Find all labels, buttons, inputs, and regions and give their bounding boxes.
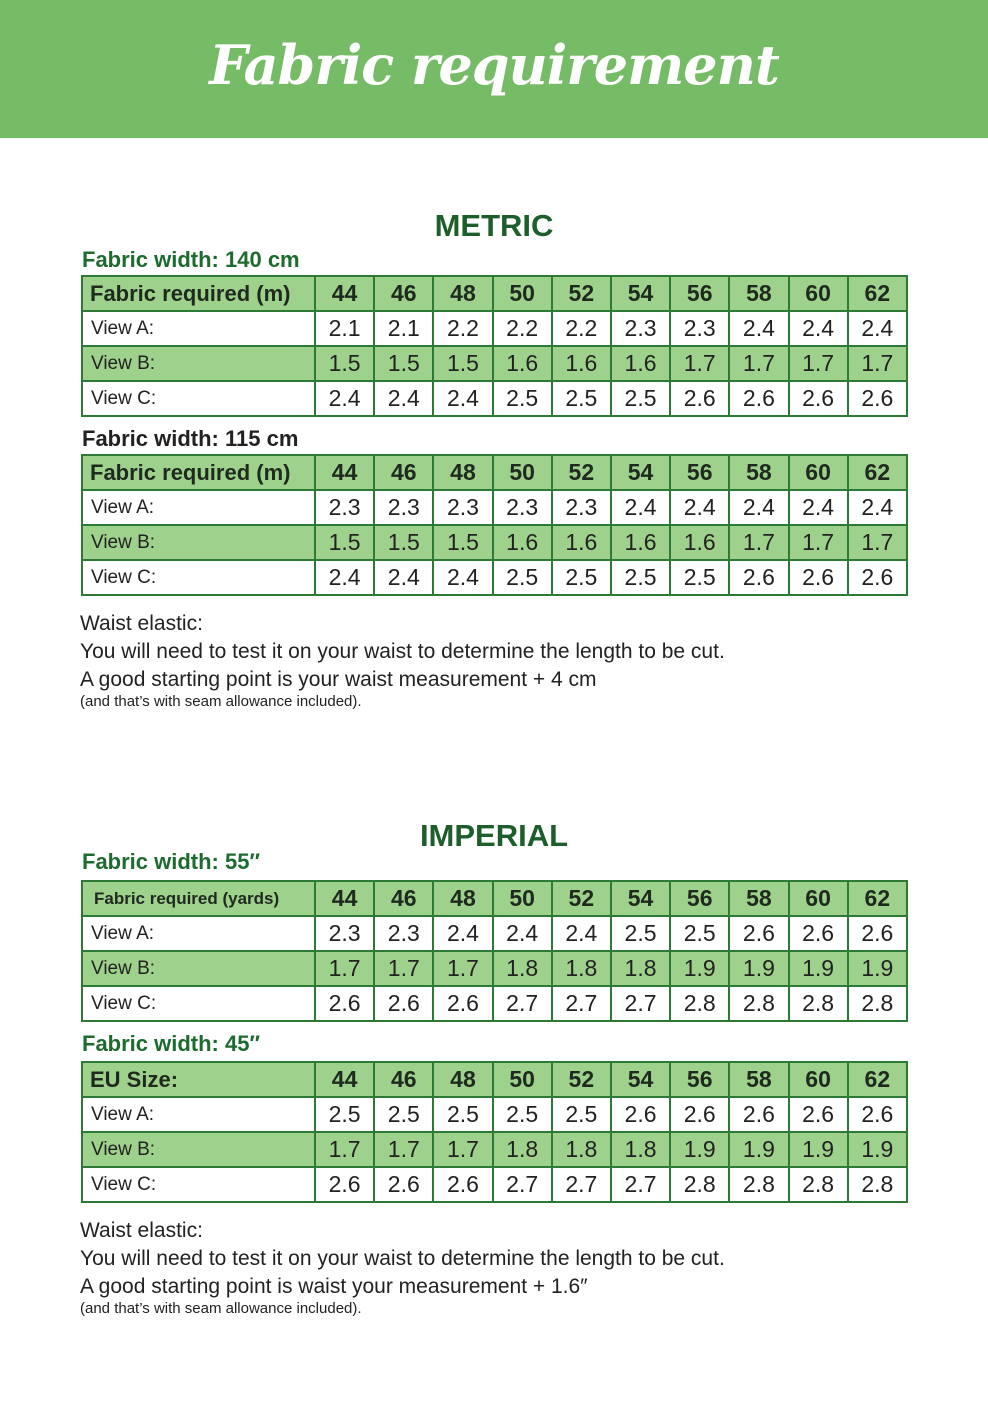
table-cell: 2.4 (374, 381, 433, 416)
table-cell: 1.8 (552, 951, 611, 986)
table-cell: 2.4 (789, 490, 848, 525)
size-header: 46 (374, 1062, 433, 1097)
table-cell: 2.7 (611, 986, 670, 1021)
table-row (82, 560, 907, 595)
table-cell: 1.5 (433, 346, 492, 381)
table-cell: 2.8 (789, 1167, 848, 1202)
note-small: (and that’s with seam allowance included). (80, 1300, 362, 1317)
note-line: You will need to test it on your waist to determine the length to be cut. (80, 1247, 725, 1270)
size-header: 50 (493, 276, 552, 311)
table-cell: 2.4 (848, 490, 907, 525)
size-header: 44 (315, 881, 374, 916)
size-header: 54 (611, 455, 670, 490)
row-label: View B: (82, 346, 315, 381)
table-cell: 2.4 (729, 311, 788, 346)
metric-width-label-2: Fabric width: 115 cm (82, 426, 299, 451)
metric-table-140 (81, 275, 908, 417)
size-header: 44 (315, 1062, 374, 1097)
table-cell: 2.6 (848, 1097, 907, 1132)
row-label: View A: (82, 916, 315, 951)
size-header: 62 (848, 455, 907, 490)
table-row (82, 1097, 907, 1132)
imperial-width-label-1: Fabric width: 55″ (82, 849, 261, 874)
table-cell: 2.4 (611, 490, 670, 525)
size-header: 44 (315, 276, 374, 311)
size-header: 58 (729, 455, 788, 490)
table-cell: 1.7 (315, 1132, 374, 1167)
size-header: 60 (789, 455, 848, 490)
table-cell: 2.3 (433, 490, 492, 525)
table-cell: 2.4 (433, 560, 492, 595)
table-cell: 1.7 (848, 346, 907, 381)
metric-width-label-1: Fabric width: 140 cm (82, 247, 300, 272)
table-cell: 1.7 (729, 525, 788, 560)
size-header: 48 (433, 881, 492, 916)
table-cell: 2.3 (670, 311, 729, 346)
size-header: 48 (433, 276, 492, 311)
table-cell: 2.4 (433, 916, 492, 951)
table-cell: 1.6 (552, 525, 611, 560)
note-line: You will need to test it on your waist to determine the length to be cut. (80, 640, 725, 663)
table-cell: 2.4 (374, 560, 433, 595)
table-cell: 2.4 (433, 381, 492, 416)
table-row (82, 1132, 907, 1167)
table-cell: 2.5 (493, 1097, 552, 1132)
table-cell: 2.5 (374, 1097, 433, 1132)
table-cell: 2.8 (789, 986, 848, 1021)
table-cell: 2.7 (493, 1167, 552, 1202)
table-cell: 2.5 (670, 560, 729, 595)
table-header-row (82, 276, 907, 311)
table-row (82, 916, 907, 951)
table-cell: 1.9 (670, 951, 729, 986)
size-header: 58 (729, 881, 788, 916)
size-header: 50 (493, 881, 552, 916)
table-cell: 2.6 (374, 1167, 433, 1202)
table-cell: 1.5 (315, 346, 374, 381)
table-row (82, 1167, 907, 1202)
table-cell: 1.7 (315, 951, 374, 986)
page-title: Fabric requirement (209, 33, 779, 97)
table-cell: 1.6 (493, 346, 552, 381)
table-cell: 2.8 (670, 986, 729, 1021)
row-label: View C: (82, 986, 315, 1021)
size-header: 50 (493, 1062, 552, 1097)
table-cell: 2.8 (848, 986, 907, 1021)
table-cell: 2.6 (848, 916, 907, 951)
table-cell: 1.6 (670, 525, 729, 560)
size-header: 52 (552, 1062, 611, 1097)
size-header: 60 (789, 276, 848, 311)
size-header: 50 (493, 455, 552, 490)
header-label: Fabric required (m) (82, 276, 315, 311)
table-cell: 1.5 (374, 525, 433, 560)
table-cell: 2.3 (493, 490, 552, 525)
note-heading: Waist elastic: (80, 612, 203, 635)
row-label: View C: (82, 560, 315, 595)
table-cell: 1.9 (848, 951, 907, 986)
table-cell: 1.9 (789, 951, 848, 986)
size-header: 54 (611, 276, 670, 311)
table-row (82, 951, 907, 986)
table-cell: 2.5 (670, 916, 729, 951)
table-cell: 2.5 (433, 1097, 492, 1132)
size-header: 48 (433, 1062, 492, 1097)
size-header: 58 (729, 1062, 788, 1097)
table-cell: 2.3 (374, 916, 433, 951)
table-row (82, 346, 907, 381)
table-cell: 2.3 (552, 490, 611, 525)
table-cell: 2.8 (729, 986, 788, 1021)
table-cell: 2.8 (729, 1167, 788, 1202)
table-cell: 1.7 (729, 346, 788, 381)
size-header: 46 (374, 276, 433, 311)
size-header: 52 (552, 455, 611, 490)
metric-heading: METRIC (434, 208, 554, 243)
table-cell: 1.9 (670, 1132, 729, 1167)
table-cell: 2.5 (552, 560, 611, 595)
table-cell: 2.4 (552, 916, 611, 951)
table-cell: 2.5 (611, 916, 670, 951)
table-cell: 2.2 (552, 311, 611, 346)
table-cell: 2.6 (789, 1097, 848, 1132)
table-cell: 1.9 (848, 1132, 907, 1167)
header-label: Fabric required (yards) (82, 881, 315, 916)
row-label: View B: (82, 525, 315, 560)
table-cell: 2.6 (433, 1167, 492, 1202)
table-cell: 2.6 (789, 560, 848, 595)
table-cell: 2.5 (493, 560, 552, 595)
page-header (0, 0, 988, 138)
table-cell: 2.3 (374, 490, 433, 525)
table-cell: 2.6 (611, 1097, 670, 1132)
table-cell: 2.7 (611, 1167, 670, 1202)
table-cell: 1.5 (433, 525, 492, 560)
table-cell: 2.4 (315, 381, 374, 416)
table-cell: 2.1 (374, 311, 433, 346)
table-cell: 2.5 (611, 560, 670, 595)
table-cell: 2.3 (611, 311, 670, 346)
row-label: View C: (82, 381, 315, 416)
row-label: View B: (82, 951, 315, 986)
table-cell: 2.1 (315, 311, 374, 346)
table-cell: 2.6 (670, 1097, 729, 1132)
size-header: 52 (552, 276, 611, 311)
table-cell: 2.8 (670, 1167, 729, 1202)
table-cell: 2.3 (315, 490, 374, 525)
table-cell: 2.6 (729, 381, 788, 416)
note-line: A good starting point is your waist measurement + 4 cm (80, 668, 597, 691)
size-header: 46 (374, 881, 433, 916)
table-cell: 2.5 (552, 381, 611, 416)
table-cell: 2.6 (670, 381, 729, 416)
size-header: 62 (848, 1062, 907, 1097)
size-header: 56 (670, 455, 729, 490)
table-cell: 2.6 (315, 1167, 374, 1202)
row-label: View A: (82, 1097, 315, 1132)
table-cell: 2.4 (493, 916, 552, 951)
note-line: A good starting point is waist your measurement + 1.6″ (80, 1275, 588, 1298)
table-cell: 2.4 (670, 490, 729, 525)
table-cell: 2.6 (848, 381, 907, 416)
size-header: 56 (670, 881, 729, 916)
table-cell: 2.7 (552, 986, 611, 1021)
metric-section (0, 207, 988, 710)
table-cell: 2.5 (552, 1097, 611, 1132)
table-cell: 1.5 (315, 525, 374, 560)
note-heading: Waist elastic: (80, 1219, 203, 1242)
table-cell: 1.7 (433, 1132, 492, 1167)
table-cell: 1.8 (611, 1132, 670, 1167)
table-cell: 1.8 (493, 1132, 552, 1167)
table-cell: 1.7 (789, 525, 848, 560)
header-label: EU Size: (82, 1062, 315, 1097)
imperial-table-55 (81, 880, 908, 1022)
table-cell: 2.6 (848, 560, 907, 595)
note-small: (and that’s with seam allowance included). (80, 693, 362, 710)
imperial-elastic-note (80, 1217, 988, 1317)
table-cell: 2.3 (315, 916, 374, 951)
table-cell: 1.6 (493, 525, 552, 560)
table-cell: 2.2 (493, 311, 552, 346)
table-cell: 2.6 (374, 986, 433, 1021)
size-header: 52 (552, 881, 611, 916)
table-cell: 1.9 (729, 1132, 788, 1167)
table-cell: 1.9 (729, 951, 788, 986)
table-cell: 2.4 (789, 311, 848, 346)
imperial-section (0, 817, 988, 1317)
table-cell: 2.6 (433, 986, 492, 1021)
table-cell: 2.7 (493, 986, 552, 1021)
table-cell: 1.7 (374, 1132, 433, 1167)
imperial-heading: IMPERIAL (419, 818, 569, 853)
table-cell: 2.4 (729, 490, 788, 525)
size-header: 62 (848, 276, 907, 311)
table-cell: 1.6 (611, 525, 670, 560)
table-row (82, 525, 907, 560)
imperial-table-45 (81, 1061, 908, 1203)
metric-elastic-note (80, 610, 988, 710)
row-label: View A: (82, 490, 315, 525)
table-cell: 2.4 (315, 560, 374, 595)
table-cell: 2.5 (315, 1097, 374, 1132)
table-cell: 2.6 (729, 1097, 788, 1132)
table-cell: 2.6 (729, 916, 788, 951)
table-header-row (82, 1062, 907, 1097)
table-cell: 1.6 (611, 346, 670, 381)
table-cell: 2.4 (848, 311, 907, 346)
table-row (82, 490, 907, 525)
table-row (82, 381, 907, 416)
table-cell: 1.8 (493, 951, 552, 986)
size-header: 60 (789, 881, 848, 916)
size-header: 46 (374, 455, 433, 490)
row-label: View A: (82, 311, 315, 346)
size-header: 54 (611, 1062, 670, 1097)
table-cell: 1.9 (789, 1132, 848, 1167)
table-cell: 2.5 (493, 381, 552, 416)
table-cell: 1.7 (670, 346, 729, 381)
table-cell: 2.2 (433, 311, 492, 346)
table-cell: 1.7 (433, 951, 492, 986)
table-cell: 1.5 (374, 346, 433, 381)
size-header: 58 (729, 276, 788, 311)
size-header: 60 (789, 1062, 848, 1097)
table-cell: 1.8 (611, 951, 670, 986)
imperial-width-label-2: Fabric width: 45″ (82, 1031, 261, 1056)
table-cell: 2.5 (611, 381, 670, 416)
table-cell: 1.8 (552, 1132, 611, 1167)
header-label: Fabric required (m) (82, 455, 315, 490)
table-cell: 2.6 (789, 381, 848, 416)
size-header: 62 (848, 881, 907, 916)
size-header: 48 (433, 455, 492, 490)
row-label: View C: (82, 1167, 315, 1202)
table-cell: 2.6 (315, 986, 374, 1021)
table-cell: 2.8 (848, 1167, 907, 1202)
table-cell: 2.6 (729, 560, 788, 595)
table-cell: 2.7 (552, 1167, 611, 1202)
table-header-row (82, 455, 907, 490)
table-cell: 1.7 (789, 346, 848, 381)
size-header: 56 (670, 276, 729, 311)
table-cell: 1.7 (848, 525, 907, 560)
size-header: 44 (315, 455, 374, 490)
size-header: 56 (670, 1062, 729, 1097)
table-header-row (82, 881, 907, 916)
table-cell: 1.6 (552, 346, 611, 381)
table-cell: 1.7 (374, 951, 433, 986)
metric-table-115 (81, 454, 908, 596)
size-header: 54 (611, 881, 670, 916)
table-cell: 2.6 (789, 916, 848, 951)
table-row (82, 311, 907, 346)
table-row (82, 986, 907, 1021)
row-label: View B: (82, 1132, 315, 1167)
